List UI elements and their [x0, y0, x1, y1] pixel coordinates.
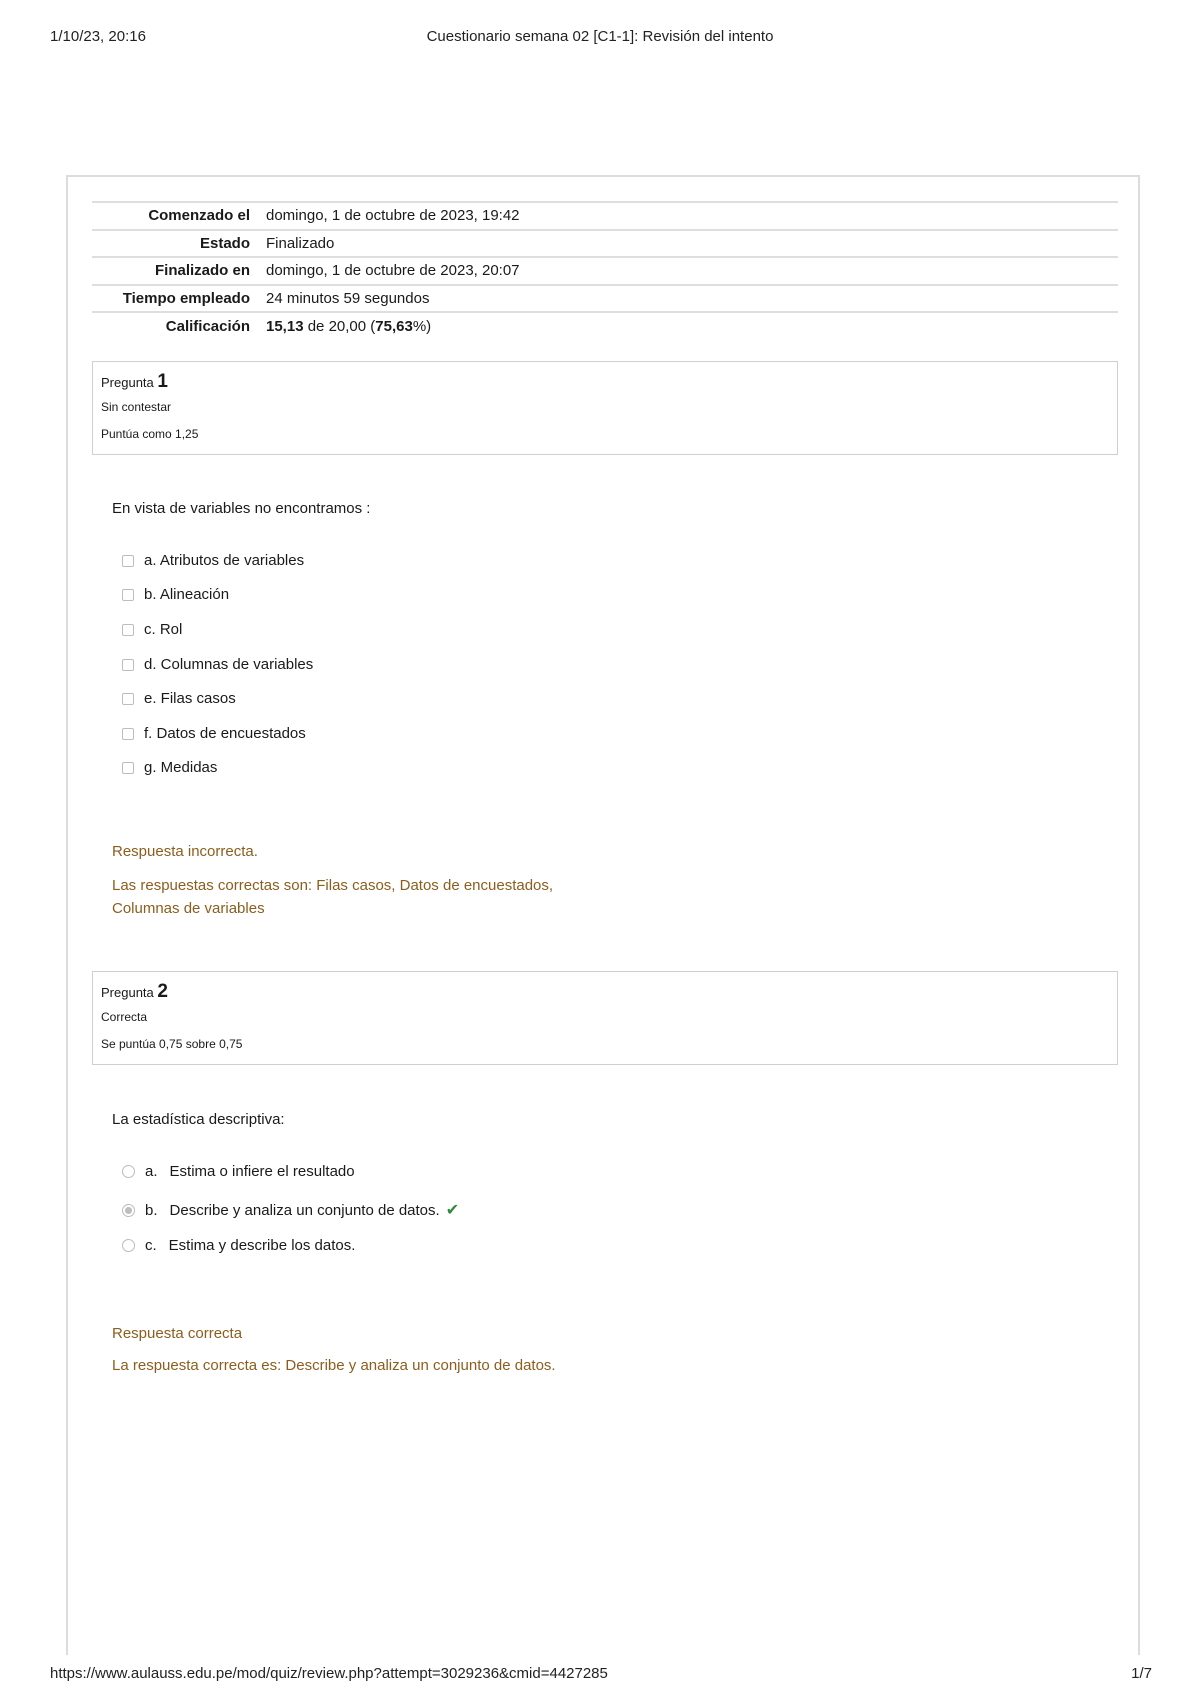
- radio-button-selected[interactable]: [122, 1204, 135, 1217]
- answer-option[interactable]: [122, 586, 229, 603]
- answer-option[interactable]: [122, 552, 304, 569]
- question-1-feedback: [112, 840, 553, 920]
- print-header: [0, 28, 1200, 48]
- question-state: Sin contestar: [101, 400, 172, 414]
- summary-label: Comenzado el: [148, 207, 250, 225]
- answer-option[interactable]: [122, 1237, 355, 1254]
- print-page-number: 1/7: [1131, 1665, 1152, 1682]
- checkbox[interactable]: [122, 693, 134, 705]
- question-state: Correcta: [101, 1010, 148, 1024]
- answer-label: b. Alineación: [144, 586, 230, 603]
- question-2-feedback: [112, 1322, 556, 1377]
- print-url: https://www.aulauss.edu.pe/mod/quiz/review.php?attempt=3029236&cmid=4427285: [50, 1665, 608, 1682]
- grade-percent: 75,63: [375, 317, 413, 335]
- checkbox[interactable]: [122, 659, 134, 671]
- question-1-info: [92, 361, 1118, 455]
- checkbox[interactable]: [122, 589, 134, 601]
- grade-middle: de 20,00 (: [303, 317, 376, 335]
- grade-end: %): [412, 317, 432, 335]
- answer-letter: a.: [145, 1163, 158, 1180]
- question-prefix: Pregunta: [101, 375, 154, 390]
- feedback-status: Respuesta correcta: [112, 1325, 243, 1342]
- summary-value: Finalizado: [266, 234, 335, 252]
- checkbox[interactable]: [122, 762, 134, 774]
- answer-label: c. Rol: [144, 621, 183, 638]
- question-1-text: En vista de variables no encontramos :: [112, 500, 371, 517]
- answer-option[interactable]: [122, 759, 217, 776]
- summary-row-state: [92, 230, 1118, 258]
- feedback-correct-answers-cont: Columnas de variables: [112, 900, 265, 917]
- question-number: [101, 980, 1109, 1004]
- answer-label: Estima o infiere el resultado: [169, 1163, 355, 1180]
- summary-label: Calificación: [165, 317, 250, 335]
- summary-label: Estado: [199, 234, 250, 252]
- summary-grade-value: [266, 312, 1118, 340]
- check-icon: ✔: [445, 1202, 460, 1219]
- question-number-value: 1: [157, 371, 168, 392]
- answer-label: e. Filas casos: [144, 690, 236, 707]
- question-2-info: [92, 971, 1118, 1065]
- summary-row-started: [92, 202, 1118, 230]
- answer-label: a. Atributos de variables: [144, 552, 305, 569]
- print-date: 1/10/23, 20:16: [50, 28, 146, 45]
- answer-option[interactable]: [122, 690, 236, 707]
- checkbox[interactable]: [122, 624, 134, 636]
- radio-button[interactable]: [122, 1239, 135, 1252]
- summary-label: Finalizado en: [154, 262, 250, 280]
- checkbox[interactable]: [122, 555, 134, 567]
- question-number-value: 2: [157, 981, 168, 1002]
- print-page-title: Cuestionario semana 02 [C1-1]: Revisión del intento: [426, 28, 774, 45]
- summary-row-grade: [92, 312, 1118, 340]
- question-2-text: La estadística descriptiva:: [112, 1111, 285, 1128]
- question-grade: Se puntúa 0,75 sobre 0,75: [101, 1037, 243, 1051]
- answer-label: d. Columnas de variables: [144, 656, 314, 673]
- quiz-review-card: [66, 175, 1140, 1655]
- answer-letter: c.: [145, 1237, 157, 1254]
- summary-label: Tiempo empleado: [122, 289, 250, 307]
- summary-row-finished: [92, 257, 1118, 285]
- answer-option[interactable]: [122, 725, 306, 742]
- radio-button[interactable]: [122, 1165, 135, 1178]
- answer-label: Describe y analiza un conjunto de datos.: [169, 1201, 440, 1219]
- feedback-status: Respuesta incorrecta.: [112, 843, 258, 860]
- question-grade: Puntúa como 1,25: [101, 427, 199, 441]
- summary-value: domingo, 1 de octubre de 2023, 20:07: [266, 262, 520, 280]
- answer-option[interactable]: [122, 1200, 459, 1220]
- checkbox[interactable]: [122, 728, 134, 740]
- answer-option[interactable]: [122, 656, 313, 673]
- question-prefix: Pregunta: [101, 985, 154, 1000]
- answer-label: Estima y describe los datos.: [168, 1237, 356, 1254]
- summary-value: 24 minutos 59 segundos: [266, 289, 430, 307]
- attempt-summary-table: [92, 201, 1118, 340]
- answer-label: f. Datos de encuestados: [144, 725, 306, 742]
- summary-row-time-taken: [92, 285, 1118, 313]
- grade-score: 15,13: [266, 317, 304, 335]
- question-number: [101, 370, 1109, 394]
- summary-value: domingo, 1 de octubre de 2023, 19:42: [266, 207, 520, 225]
- feedback-correct-answers: Las respuestas correctas son: Filas casos, Datos de encuestados,: [112, 877, 554, 894]
- answer-label: g. Medidas: [144, 759, 218, 776]
- feedback-correct-answer: La respuesta correcta es: Describe y analiza un conjunto de datos.: [112, 1357, 556, 1374]
- answer-option[interactable]: [122, 1163, 355, 1180]
- answer-option[interactable]: [122, 621, 182, 638]
- answer-letter: b.: [145, 1201, 158, 1219]
- print-footer: [0, 1665, 1200, 1685]
